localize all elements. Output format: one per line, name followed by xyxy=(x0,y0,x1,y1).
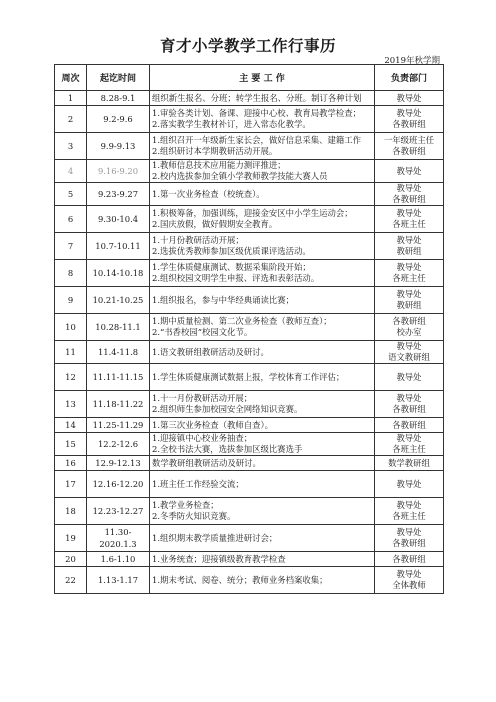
week-number: 2 xyxy=(55,106,87,133)
date-range: 12.2-12.6 xyxy=(87,433,150,456)
department-cell xyxy=(375,341,444,364)
week-number: 16 xyxy=(55,456,87,471)
task-cell xyxy=(150,471,375,498)
task-cell xyxy=(150,391,375,418)
department-cell xyxy=(375,498,444,525)
task-line: 1.语文教研组教研活动及研讨。 xyxy=(152,346,269,357)
week-number: 10 xyxy=(55,314,87,341)
task-line: 1.班主任工作经验交流； xyxy=(152,478,244,489)
department-line: 教导处 xyxy=(396,527,422,537)
header-main-work: 主 要 工 作 xyxy=(150,65,375,91)
table-row xyxy=(55,91,444,106)
department-cell xyxy=(375,183,444,206)
task-line: 组织新生报名、分班；转学生报名、分班。制订各种计划 xyxy=(152,92,362,103)
department-line: 各教研组 xyxy=(392,419,426,430)
department-line: 教导处 xyxy=(396,108,422,118)
date-range: 12.9-12.13 xyxy=(87,456,150,471)
department-line: 教导处 xyxy=(396,289,422,299)
department-line: 教导处 xyxy=(396,500,422,510)
task-line: 1.业务统查；迎接镇级教育教学检查 xyxy=(152,553,286,564)
department-cell xyxy=(375,91,444,106)
department-cell xyxy=(375,471,444,498)
task-cell xyxy=(150,552,375,567)
task-line: 1.组织召开一年级新生家长会，做好信息采集、建籍工作 xyxy=(152,135,361,145)
week-number: 1 xyxy=(55,91,87,106)
department-line: 数学教研组 xyxy=(388,457,430,468)
department-line: 教导处 xyxy=(396,371,422,382)
header-department: 负责部门 xyxy=(375,65,444,91)
task-cell xyxy=(150,418,375,433)
task-cell xyxy=(150,314,375,341)
table-row xyxy=(55,341,444,364)
department-cell xyxy=(375,418,444,433)
week-number: 3 xyxy=(55,133,87,160)
department-line: 教研组 xyxy=(396,246,422,256)
date-range: 12.16-12.20 xyxy=(87,471,150,498)
date-range: 11.11-11.15 xyxy=(87,364,150,391)
department-line: 各教研组 xyxy=(392,194,426,204)
table-row xyxy=(55,133,444,160)
department-cell xyxy=(375,433,444,456)
table-row xyxy=(55,391,444,418)
date-range: 9.9-9.13 xyxy=(87,133,150,160)
table-row xyxy=(55,287,444,314)
date-range: 11.30- 2020.1.3 xyxy=(87,525,150,552)
date-range: 1.6-1.10 xyxy=(87,552,150,567)
department-line: 各教研组 xyxy=(392,316,426,326)
task-line: 1.第一次业务检查（校统查）。 xyxy=(152,188,265,199)
task-line: 2.校内选拔参加全镇小学教师教学技能大赛人员 xyxy=(152,171,328,181)
table-row xyxy=(55,183,444,206)
department-cell xyxy=(375,133,444,160)
task-line: 1.学生体质健康测试数据上报，学校体育工作评估； xyxy=(152,371,345,382)
task-line: 1.教师信息技术应用能力测评推进； xyxy=(152,160,286,170)
task-cell xyxy=(150,160,375,183)
table-row xyxy=(55,364,444,391)
week-number: 6 xyxy=(55,206,87,233)
table-row xyxy=(55,418,444,433)
task-line: 1.组织报名，参与中华经典诵读比赛； xyxy=(152,294,294,305)
date-range: 12.23-12.27 xyxy=(87,498,150,525)
task-cell xyxy=(150,183,375,206)
week-number: 9 xyxy=(55,287,87,314)
task-cell xyxy=(150,91,375,106)
week-number: 4 xyxy=(55,160,87,183)
task-line: 1.第三次业务检查（教师自查）。 xyxy=(152,419,274,430)
department-line: 语文教研组 xyxy=(388,352,430,362)
department-cell xyxy=(375,456,444,471)
date-range: 9.2-9.6 xyxy=(87,106,150,133)
task-line: 1.积极筹备，加强训练，迎接金安区中小学生运动会； xyxy=(152,208,353,218)
week-number: 15 xyxy=(55,433,87,456)
task-line: 2.国庆放假，做好假期安全教育。 xyxy=(152,219,278,229)
department-cell xyxy=(375,233,444,260)
date-range: 11.4-11.8 xyxy=(87,341,150,364)
table-row xyxy=(55,456,444,471)
department-line: 教导处 xyxy=(396,183,422,193)
task-line: 2.组织师生参加校园安全网络知识竞赛。 xyxy=(152,404,303,414)
department-cell xyxy=(375,567,444,594)
task-line: 1.期末考试、阅卷、统分；教师业务档案收集； xyxy=(152,574,328,585)
department-cell xyxy=(375,160,444,183)
week-number: 8 xyxy=(55,260,87,287)
department-line: 各班主任 xyxy=(392,273,426,283)
department-cell xyxy=(375,260,444,287)
table-row xyxy=(55,433,444,456)
department-cell xyxy=(375,206,444,233)
week-number: 19 xyxy=(55,525,87,552)
department-line: 教导处 xyxy=(396,165,422,176)
task-cell xyxy=(150,433,375,456)
task-cell xyxy=(150,364,375,391)
week-number: 12 xyxy=(55,364,87,391)
task-line: 2.组织研讨本学期教研活动开展。 xyxy=(152,146,278,156)
table-row xyxy=(55,160,444,183)
department-line: 教导处 xyxy=(396,208,422,218)
department-line: 各教研组 xyxy=(392,119,426,129)
date-range: 9.16-9.20 xyxy=(87,160,150,183)
date-range: 11.25-11.29 xyxy=(87,418,150,433)
task-line: 1.学生体质健康测试、数据采集阶段开始； xyxy=(152,262,311,272)
department-line: 各班主任 xyxy=(392,219,426,229)
table-row xyxy=(55,233,444,260)
department-line: 各教研组 xyxy=(392,553,426,564)
task-line: 1.审验各类计划、备课、迎接中心校、教育局教学检查； xyxy=(152,108,361,118)
department-line: 教导处 xyxy=(396,478,422,489)
department-line: 各教研组 xyxy=(392,404,426,414)
task-cell xyxy=(150,206,375,233)
department-cell xyxy=(375,106,444,133)
task-cell xyxy=(150,456,375,471)
task-cell xyxy=(150,341,375,364)
task-line: 1.迎接镇中心校业务抽查； xyxy=(152,433,253,443)
table-row xyxy=(55,260,444,287)
task-cell xyxy=(150,287,375,314)
task-cell xyxy=(150,233,375,260)
task-line: 1.期中质量检测、第二次业务检查（教师互查）； xyxy=(152,316,332,326)
week-number: 11 xyxy=(55,341,87,364)
week-number: 13 xyxy=(55,391,87,418)
week-number: 18 xyxy=(55,498,87,525)
department-line: 全体教师 xyxy=(392,580,426,590)
date-range: 9.23-9.27 xyxy=(87,183,150,206)
task-line: 2.落实教学生教材补订，进入常态化教学。 xyxy=(152,119,311,129)
schedule-rows xyxy=(55,91,444,594)
department-line: 教导处 xyxy=(396,569,422,579)
date-range: 10.14-10.18 xyxy=(87,260,150,287)
table-row xyxy=(55,552,444,567)
department-line: 教导处 xyxy=(396,393,422,403)
table-header-row xyxy=(55,65,444,91)
department-line: 教导处 xyxy=(396,341,422,351)
task-line: 2.全校书法大赛，选拔参加区级比赛选手 xyxy=(152,444,303,454)
task-line: 2.组织校园文明学生申报、评选和表彰活动。 xyxy=(152,273,320,283)
date-range: 10.28-11.1 xyxy=(87,314,150,341)
header-date-range: 起讫时间 xyxy=(87,65,150,91)
date-range: 10.7-10.11 xyxy=(87,233,150,260)
department-cell xyxy=(375,552,444,567)
task-cell xyxy=(150,106,375,133)
table-row xyxy=(55,206,444,233)
table-row xyxy=(55,525,444,552)
date-range: 8.28-9.1 xyxy=(87,91,150,106)
department-line: 各教研组 xyxy=(392,538,426,548)
task-cell xyxy=(150,498,375,525)
task-line: 1.组织期末教学质量推进研讨会； xyxy=(152,532,278,543)
week-number: 14 xyxy=(55,418,87,433)
table-row xyxy=(55,314,444,341)
task-line: 2.“书香校园”校园文化节。 xyxy=(152,327,253,337)
department-cell xyxy=(375,287,444,314)
table-row xyxy=(55,567,444,594)
department-line: 各教研组 xyxy=(392,146,426,156)
department-line: 各班主任 xyxy=(392,444,426,454)
task-line: 2.选拔优秀教师参加区级优质课评选活动。 xyxy=(152,246,311,256)
date-range: 10.21-10.25 xyxy=(87,287,150,314)
department-line: 教导处 xyxy=(396,92,422,103)
semester-label: 2019年秋学期 xyxy=(384,56,440,66)
task-cell xyxy=(150,260,375,287)
department-line: 教导处 xyxy=(396,235,422,245)
department-cell xyxy=(375,364,444,391)
table-row xyxy=(55,106,444,133)
department-line: 教导处 xyxy=(396,262,422,272)
department-cell xyxy=(375,391,444,418)
week-number: 20 xyxy=(55,552,87,567)
page-title: 育才小学教学工作行事历 xyxy=(159,37,336,55)
table-row xyxy=(55,498,444,525)
task-line: 1.教学业务检查； xyxy=(152,500,219,510)
department-line: 一年级班主任 xyxy=(383,135,435,145)
task-line: 1.十月份教研活动开展； xyxy=(152,235,244,245)
task-line: 1.十一月份教研活动开展； xyxy=(152,393,253,403)
task-line: 数学教研组教研活动及研讨。 xyxy=(152,457,261,468)
task-line: 2.冬季防火知识竞赛。 xyxy=(152,511,236,521)
task-cell xyxy=(150,525,375,552)
department-line: 各班主任 xyxy=(392,511,426,521)
week-number: 17 xyxy=(55,471,87,498)
week-number: 22 xyxy=(55,567,87,594)
schedule-table xyxy=(54,64,444,594)
task-cell xyxy=(150,133,375,160)
department-cell xyxy=(375,525,444,552)
week-number: 5 xyxy=(55,183,87,206)
table-row xyxy=(55,471,444,498)
header-week: 周次 xyxy=(55,65,87,91)
department-line: 教研组 xyxy=(396,300,422,310)
department-cell xyxy=(375,314,444,341)
department-line: 校办室 xyxy=(396,327,422,337)
department-line: 教导处 xyxy=(396,433,422,443)
week-number: 7 xyxy=(55,233,87,260)
date-range: 11.18-11.22 xyxy=(87,391,150,418)
date-range: 1.13-1.17 xyxy=(87,567,150,594)
date-range: 9.30-10.4 xyxy=(87,206,150,233)
task-cell xyxy=(150,567,375,594)
